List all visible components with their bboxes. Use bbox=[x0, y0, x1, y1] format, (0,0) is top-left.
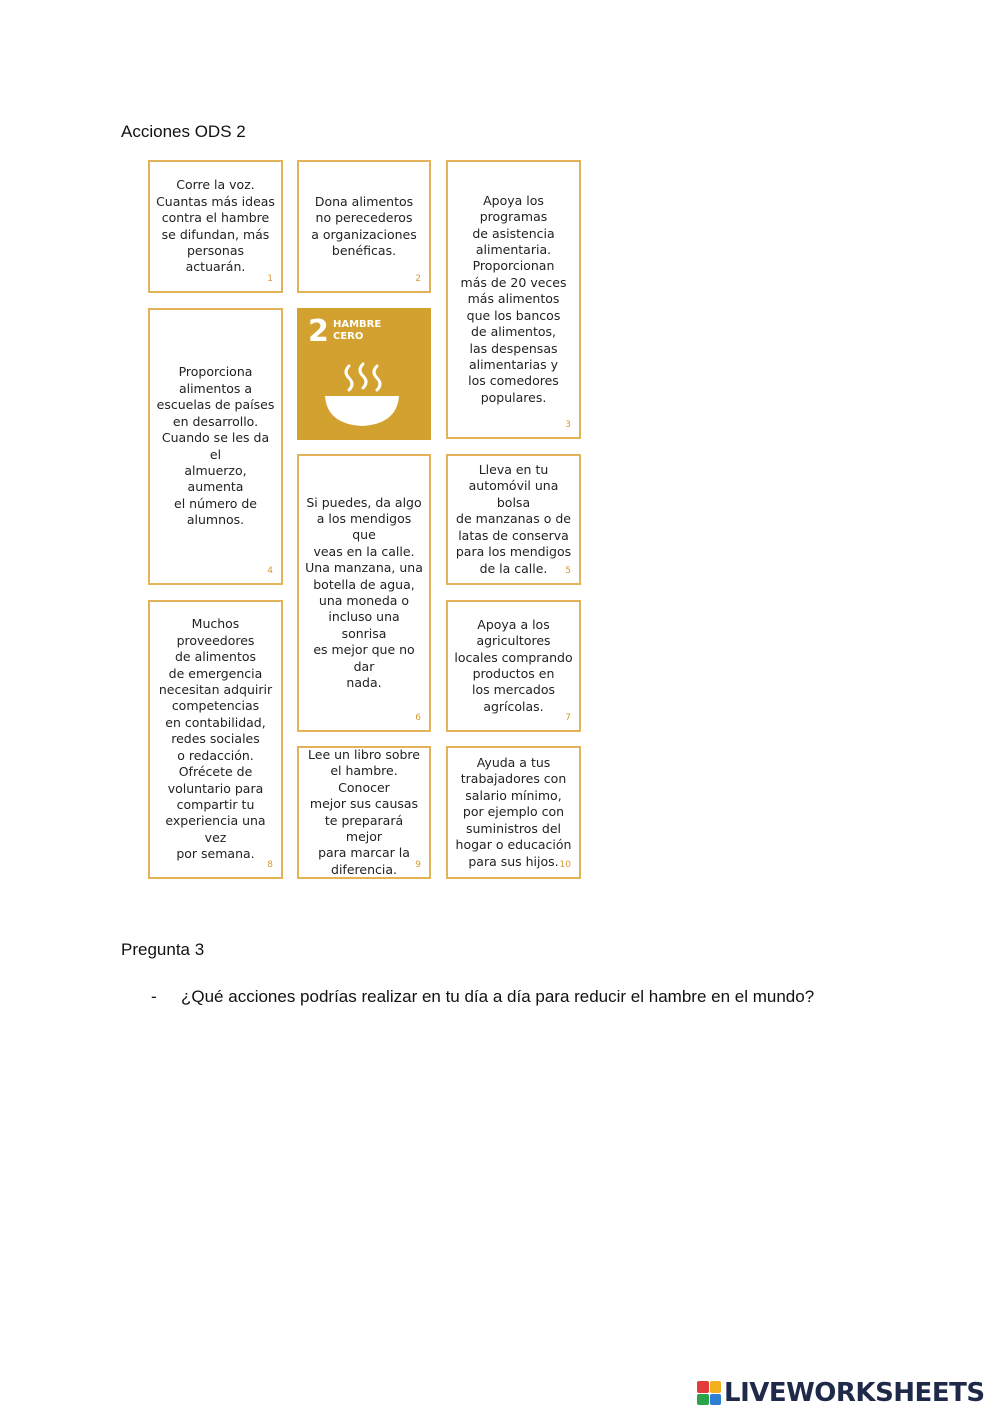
action-card-10 bbox=[446, 746, 581, 879]
card-number: 4 bbox=[267, 565, 273, 576]
card-text: Apoya los programas de asistencia alimentaria. Proporcionan más de 20 veces más alimentos que los bancos de alimentos, las despensas alimentarias y los comedores populares. bbox=[460, 192, 567, 405]
card-number: 2 bbox=[415, 273, 421, 284]
card-number: 9 bbox=[415, 859, 421, 870]
action-card-6 bbox=[297, 454, 431, 732]
section-heading-acciones: Acciones ODS 2 bbox=[121, 122, 246, 141]
card-text: Muchos proveedores de alimentos de emergencia necesitan adquirir competencias en contabilidad, redes sociales o redacción. Ofrécete de voluntario para compartir tu experiencia una vez por semana. bbox=[158, 616, 273, 862]
question-bullet: - bbox=[151, 987, 157, 1006]
liveworksheets-logo-icon bbox=[697, 1381, 721, 1405]
action-card-5 bbox=[446, 454, 581, 585]
card-text: Dona alimentos no perecederos a organizaciones benéficas. bbox=[311, 193, 417, 258]
action-card-4 bbox=[148, 308, 283, 585]
liveworksheets-logo bbox=[697, 1378, 985, 1408]
action-card-8 bbox=[148, 600, 283, 879]
logo-text: LIVEWORKSHEETS bbox=[724, 1378, 985, 1408]
card-text: Lee un libro sobre el hambre. Conocer mejor sus causas te preparará mejor para marcar la diferencia. bbox=[308, 746, 420, 877]
card-text: Apoya a los agricultores locales comprando productos en los mercados agrícolas. bbox=[454, 616, 573, 714]
card-text: Lleva en tu automóvil una bolsa de manzanas o de latas de conserva para los mendigos de la calle. bbox=[455, 462, 572, 576]
card-number: 1 bbox=[267, 273, 273, 284]
action-card-9 bbox=[297, 746, 431, 879]
card-number: 7 bbox=[565, 712, 571, 723]
card-number: 3 bbox=[565, 419, 571, 430]
action-card-3 bbox=[446, 160, 581, 439]
action-card-7 bbox=[446, 600, 581, 732]
card-text: Corre la voz. Cuantas más ideas contra el hambre se difundan, más personas actuarán. bbox=[156, 177, 275, 275]
card-text: Proporciona alimentos a escuelas de países en desarrollo. Cuando se les da el almuerzo, aumenta el número de alumnos. bbox=[156, 364, 275, 528]
soup-bowl-icon bbox=[297, 308, 431, 440]
sdg-goal-tile bbox=[297, 308, 431, 440]
section-heading-pregunta: Pregunta 3 bbox=[121, 940, 205, 959]
card-number: 8 bbox=[267, 859, 273, 870]
action-card-1 bbox=[148, 160, 283, 293]
goal-title: HAMBRE CERO bbox=[333, 319, 382, 342]
action-card-2 bbox=[297, 160, 431, 293]
question-text: ¿Qué acciones podrías realizar en tu día a día para reducir el hambre en el mundo? bbox=[181, 987, 815, 1006]
card-text: Ayuda a tus trabajadores con salario mínimo, por ejemplo con suministros del hogar o educación para sus hijos. bbox=[455, 755, 572, 869]
card-number: 6 bbox=[415, 712, 421, 723]
card-text: Si puedes, da algo a los mendigos que veas en la calle. Una manzana, una botella de agua, una moneda o incluso una sonrisa es mejor que no dar nada. bbox=[305, 494, 423, 691]
card-number: 5 bbox=[565, 565, 571, 576]
card-number: 10 bbox=[559, 859, 571, 870]
goal-number: 2 bbox=[308, 314, 329, 349]
